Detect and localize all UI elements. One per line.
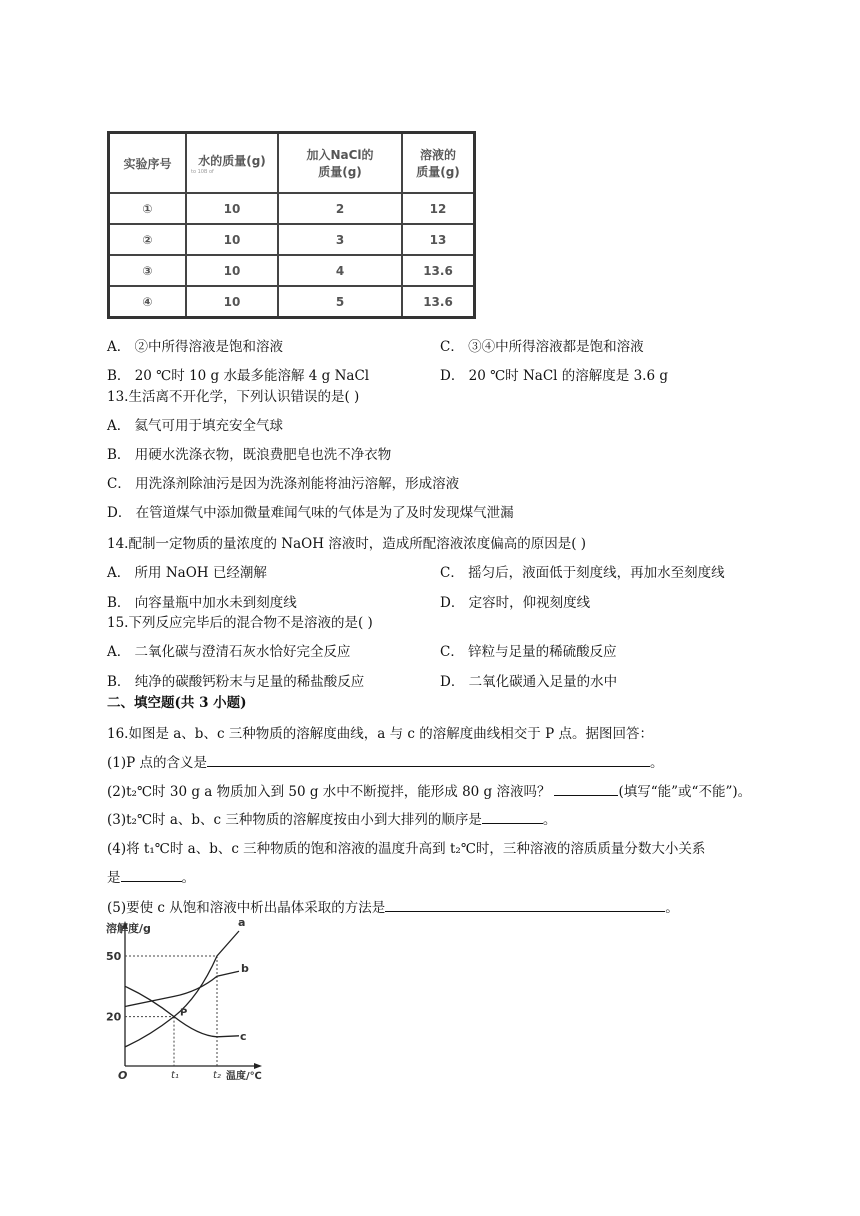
table-cell: 13: [402, 224, 475, 255]
q16-part5-end: 。: [665, 900, 679, 916]
q14-option-b: B． 向容量瓶中加水未到刻度线: [107, 595, 297, 611]
q16-stem: 16.如图是 a、b、c 三种物质的溶解度曲线，a 与 c 的溶解度曲线相交于 P 点。据图回答：: [107, 726, 653, 742]
table-header-cell: 实验序号: [109, 133, 187, 194]
q13-stem: 13.生活离不开化学，下列认识错误的是( ): [107, 389, 360, 405]
table-cell: ②: [109, 224, 187, 255]
q16-part1: [107, 751, 664, 771]
experiment-table: [107, 131, 476, 319]
table-cell: 10: [186, 224, 278, 255]
table-header-cell: 加入NaCl的 质量(g): [278, 133, 402, 194]
q14-stem: 14.配制一定物质的量浓度的 NaOH 溶液时，造成所配溶液浓度偏高的原因是( ): [107, 536, 587, 552]
x-axis-label: 温度/℃: [226, 1071, 262, 1082]
q16-part5-text: (5)要使 c 从饱和溶液中析出晶体采取的方法是: [107, 900, 386, 916]
curve-a: [125, 931, 239, 1047]
series-label-a: a: [238, 918, 246, 929]
q13-option-a: A． 氦气可用于填充安全气球: [107, 418, 284, 434]
q15-option-a: A． 二氧化碳与澄清石灰水恰好完全反应: [107, 644, 351, 660]
q15-option-b: B． 纯净的碳酸钙粉末与足量的稀盐酸反应: [107, 674, 365, 690]
q16-part3-end: 。: [542, 812, 557, 828]
table-header-small-text: to 10B of: [191, 168, 214, 175]
series-label-b: b: [241, 962, 249, 976]
answer-blank[interactable]: [121, 867, 182, 882]
table-cell: 13.6: [402, 255, 475, 286]
x-axis-arrow-icon: [254, 1063, 262, 1069]
q16-part2: [107, 780, 751, 800]
x-tick-t1: t₁: [171, 1070, 179, 1081]
table-header-row: [109, 133, 475, 194]
curve-b: [125, 971, 239, 1006]
table-header-text: 水的质量(g): [198, 153, 266, 168]
table-cell: 5: [278, 286, 402, 318]
table-cell: 13.6: [402, 286, 475, 318]
table-cell: ①: [109, 193, 187, 224]
q15-option-d: D． 二氧化碳通入足量的水中: [440, 674, 618, 690]
table-cell: 10: [186, 255, 278, 286]
q13-option-b: B． 用硬水洗涤衣物，既浪费肥皂也洗不净衣物: [107, 447, 392, 463]
q12-option-d: D． 20 ℃时 NaCl 的溶解度是 3.6 g: [440, 368, 668, 384]
origin-label: O: [118, 1069, 128, 1082]
section-heading: 二、填空题(共 3 小题): [107, 695, 247, 711]
table-header-cell: [186, 133, 278, 194]
q15-stem: 15.下列反应完毕后的混合物不是溶液的是( ): [107, 615, 373, 631]
q16-part1-text: (1)P 点的含义是: [107, 755, 207, 771]
answer-blank[interactable]: [385, 897, 665, 912]
q16-part2-text: (2)t₂℃时 30 g a 物质加入到 50 g 水中不断搅拌，能形成 80 g 溶液吗？: [107, 784, 551, 800]
q13-option-c: C． 用洗涤剂除油污是因为洗涤剂能将油污溶解，形成溶液: [107, 476, 460, 492]
q16-part3-text: (3)t₂℃时 a、b、c 三种物质的溶解度按由小到大排列的顺序是: [107, 812, 482, 828]
table-header-cell: 溶液的 质量(g): [402, 133, 475, 194]
table-cell: 4: [278, 255, 402, 286]
q16-part4-line2: [107, 866, 195, 886]
table-cell: 10: [186, 193, 278, 224]
answer-blank[interactable]: [207, 752, 650, 767]
q16-part4-text: 是: [107, 870, 121, 886]
y-tick-50: 50: [106, 950, 122, 963]
table-row: [109, 286, 475, 318]
table-cell: 2: [278, 193, 402, 224]
q13-option-d: D． 在管道煤气中添加微量难闻气味的气体是为了及时发现煤气泄漏: [107, 505, 514, 521]
q14-option-d: D． 定容时，仰视刻度线: [440, 595, 591, 611]
solubility-chart: [104, 918, 274, 1086]
q12-option-b: B． 20 ℃时 10 g 水最多能溶解 4 g NaCl: [107, 368, 370, 384]
q12-option-c: C． ③④中所得溶液都是饱和溶液: [440, 339, 644, 355]
q16-part2-end: (填写“能”或“不能”)。: [618, 784, 752, 800]
q12-option-a: A． ②中所得溶液是饱和溶液: [107, 339, 284, 355]
q14-option-a: A． 所用 NaOH 已经潮解: [107, 565, 267, 581]
table-row: [109, 193, 475, 224]
x-tick-t2: t₂: [213, 1070, 221, 1081]
table-cell: 10: [186, 286, 278, 318]
table-cell: ④: [109, 286, 187, 318]
answer-blank[interactable]: [482, 809, 543, 824]
table-cell: 12: [402, 193, 475, 224]
q14-option-c: C． 摇匀后，液面低于刻度线，再加水至刻度线: [440, 565, 725, 581]
q16-part1-end: 。: [650, 755, 664, 771]
series-label-c: c: [240, 1029, 247, 1043]
table-cell: ③: [109, 255, 187, 286]
table-row: [109, 224, 475, 255]
y-axis-label: 溶解度/g: [106, 922, 151, 935]
q16-part4-line1: (4)将 t₁℃时 a、b、c 三种物质的饱和溶液的温度升高到 t₂℃时，三种溶液的溶质质量分数大小关系: [107, 841, 706, 857]
q15-option-c: C． 锌粒与足量的稀硫酸反应: [440, 644, 617, 660]
table-cell: 3: [278, 224, 402, 255]
q16-part5: [107, 896, 679, 916]
q16-part4-end: 。: [181, 870, 195, 886]
table-row: [109, 255, 475, 286]
answer-blank[interactable]: [554, 781, 618, 796]
y-tick-20: 20: [106, 1010, 122, 1024]
q16-part3: [107, 808, 556, 828]
point-p-label: P: [180, 1007, 188, 1019]
